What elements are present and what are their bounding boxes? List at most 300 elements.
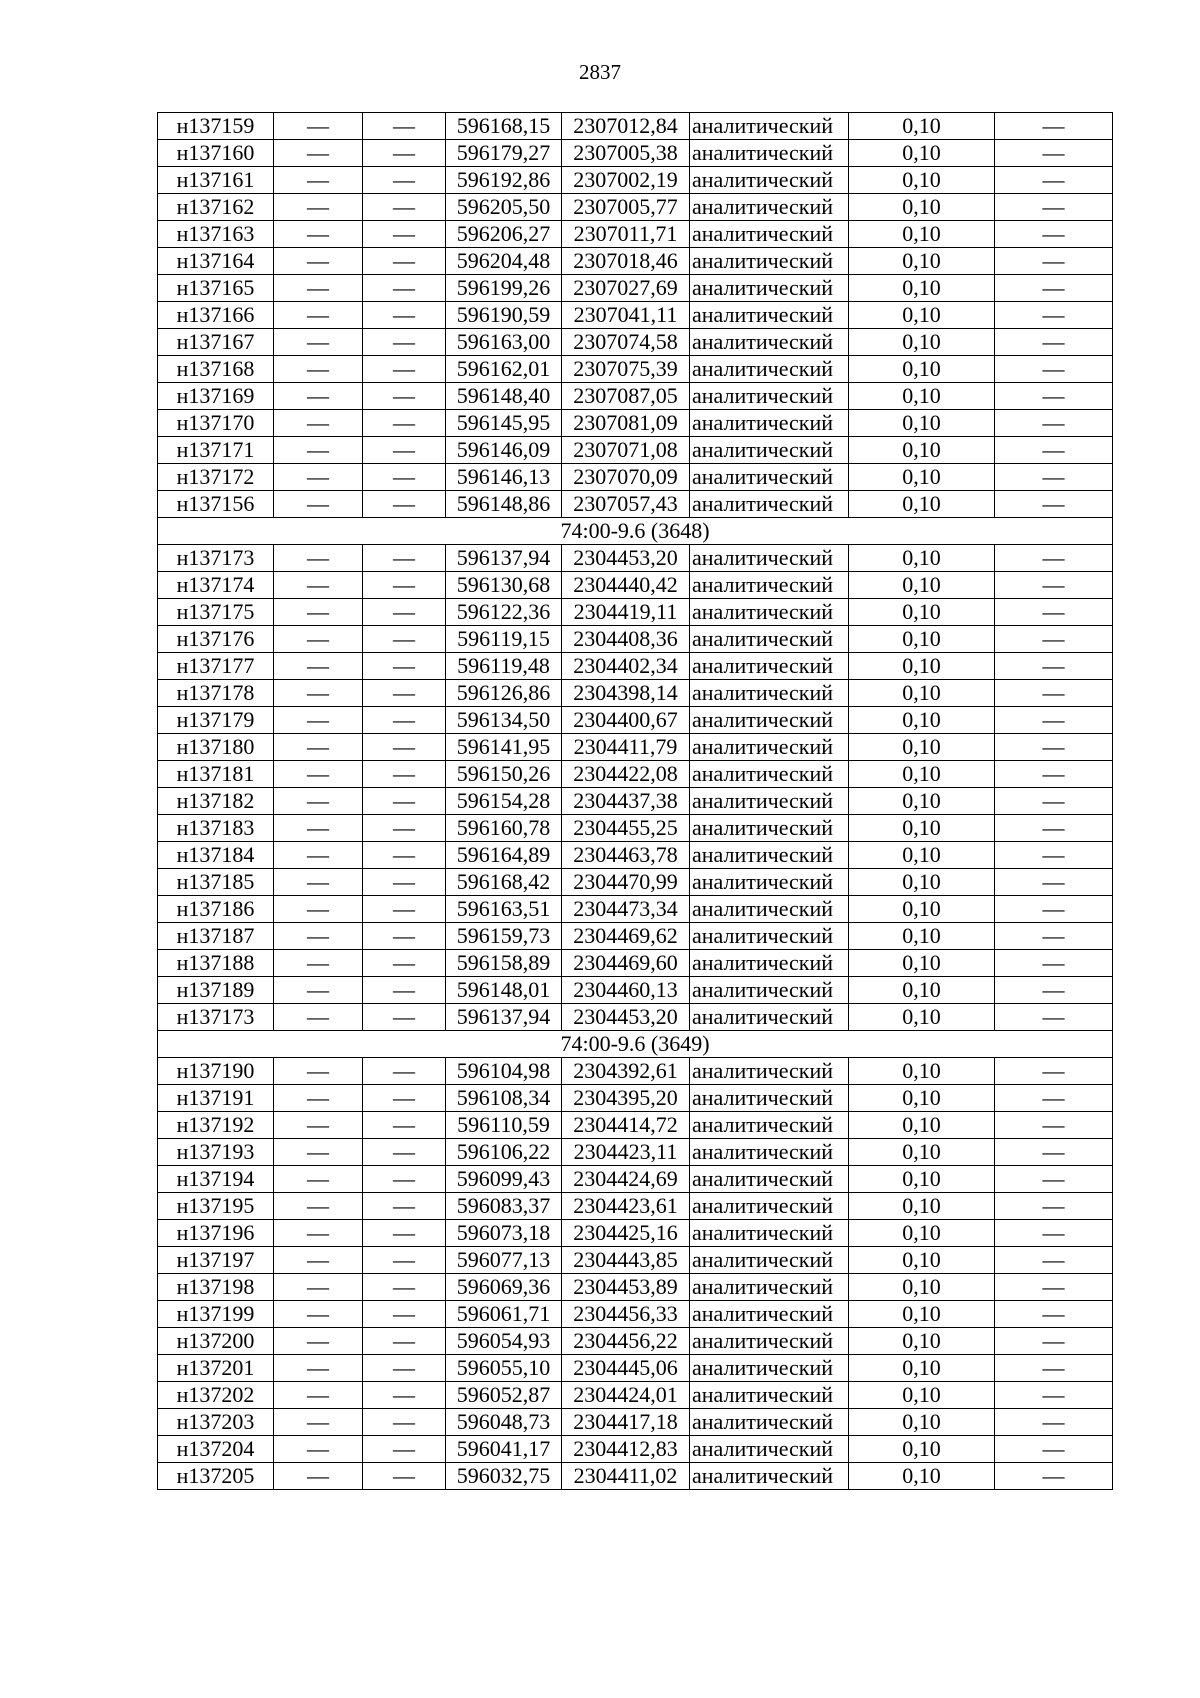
table-row xyxy=(158,1139,1113,1166)
empty-value-cell: — xyxy=(363,1328,446,1355)
table-row xyxy=(158,626,1113,653)
y-coordinate-cell: 2304437,38 xyxy=(562,788,690,815)
accuracy-cell: 0,10 xyxy=(849,1139,995,1166)
empty-value-cell: — xyxy=(995,1409,1113,1436)
method-cell: аналитический xyxy=(690,977,849,1004)
empty-value-cell: — xyxy=(274,626,363,653)
empty-value-cell: — xyxy=(363,1247,446,1274)
point-id-cell: н137200 xyxy=(158,1328,274,1355)
accuracy-cell: 0,10 xyxy=(849,1301,995,1328)
empty-value-cell: — xyxy=(995,869,1113,896)
accuracy-cell: 0,10 xyxy=(849,1355,995,1382)
accuracy-cell: 0,10 xyxy=(849,653,995,680)
table-row xyxy=(158,1166,1113,1193)
empty-value-cell: — xyxy=(363,275,446,302)
empty-value-cell: — xyxy=(363,113,446,140)
point-id-cell: н137181 xyxy=(158,761,274,788)
empty-value-cell: — xyxy=(995,329,1113,356)
x-coordinate-cell: 596077,13 xyxy=(446,1247,562,1274)
table-row xyxy=(158,356,1113,383)
table-row xyxy=(158,707,1113,734)
y-coordinate-cell: 2304400,67 xyxy=(562,707,690,734)
y-coordinate-cell: 2307087,05 xyxy=(562,383,690,410)
x-coordinate-cell: 596205,50 xyxy=(446,194,562,221)
table-row xyxy=(158,572,1113,599)
point-id-cell: н137193 xyxy=(158,1139,274,1166)
table-row xyxy=(158,1409,1113,1436)
x-coordinate-cell: 596146,13 xyxy=(446,464,562,491)
method-cell: аналитический xyxy=(690,761,849,788)
y-coordinate-cell: 2307081,09 xyxy=(562,410,690,437)
empty-value-cell: — xyxy=(274,1058,363,1085)
x-coordinate-cell: 596055,10 xyxy=(446,1355,562,1382)
point-id-cell: н137191 xyxy=(158,1085,274,1112)
empty-value-cell: — xyxy=(363,1193,446,1220)
accuracy-cell: 0,10 xyxy=(849,950,995,977)
table-row xyxy=(158,194,1113,221)
empty-value-cell: — xyxy=(995,1193,1113,1220)
x-coordinate-cell: 596032,75 xyxy=(446,1463,562,1490)
y-coordinate-cell: 2304408,36 xyxy=(562,626,690,653)
empty-value-cell: — xyxy=(363,761,446,788)
method-cell: аналитический xyxy=(690,1112,849,1139)
table-row xyxy=(158,734,1113,761)
empty-value-cell: — xyxy=(363,842,446,869)
empty-value-cell: — xyxy=(274,329,363,356)
empty-value-cell: — xyxy=(274,491,363,518)
method-cell: аналитический xyxy=(690,1247,849,1274)
empty-value-cell: — xyxy=(363,572,446,599)
empty-value-cell: — xyxy=(995,356,1113,383)
method-cell: аналитический xyxy=(690,653,849,680)
table-row xyxy=(158,464,1113,491)
empty-value-cell: — xyxy=(274,1085,363,1112)
empty-value-cell: — xyxy=(995,194,1113,221)
table-row xyxy=(158,923,1113,950)
method-cell: аналитический xyxy=(690,950,849,977)
empty-value-cell: — xyxy=(995,896,1113,923)
empty-value-cell: — xyxy=(995,1112,1113,1139)
empty-value-cell: — xyxy=(995,653,1113,680)
accuracy-cell: 0,10 xyxy=(849,221,995,248)
y-coordinate-cell: 2304411,79 xyxy=(562,734,690,761)
x-coordinate-cell: 596104,98 xyxy=(446,1058,562,1085)
empty-value-cell: — xyxy=(995,302,1113,329)
point-id-cell: н137173 xyxy=(158,1004,274,1031)
method-cell: аналитический xyxy=(690,734,849,761)
table-row xyxy=(158,896,1113,923)
empty-value-cell: — xyxy=(274,113,363,140)
y-coordinate-cell: 2304392,61 xyxy=(562,1058,690,1085)
point-id-cell: н137179 xyxy=(158,707,274,734)
x-coordinate-cell: 596179,27 xyxy=(446,140,562,167)
y-coordinate-cell: 2307018,46 xyxy=(562,248,690,275)
x-coordinate-cell: 596148,01 xyxy=(446,977,562,1004)
y-coordinate-cell: 2304473,34 xyxy=(562,896,690,923)
empty-value-cell: — xyxy=(274,1247,363,1274)
method-cell: аналитический xyxy=(690,788,849,815)
empty-value-cell: — xyxy=(995,383,1113,410)
point-id-cell: н137166 xyxy=(158,302,274,329)
table-row xyxy=(158,788,1113,815)
table-row xyxy=(158,302,1113,329)
x-coordinate-cell: 596119,15 xyxy=(446,626,562,653)
x-coordinate-cell: 596041,17 xyxy=(446,1436,562,1463)
accuracy-cell: 0,10 xyxy=(849,1166,995,1193)
x-coordinate-cell: 596099,43 xyxy=(446,1166,562,1193)
method-cell: аналитический xyxy=(690,545,849,572)
empty-value-cell: — xyxy=(363,626,446,653)
table-row xyxy=(158,1274,1113,1301)
empty-value-cell: — xyxy=(274,383,363,410)
y-coordinate-cell: 2304463,78 xyxy=(562,842,690,869)
empty-value-cell: — xyxy=(995,977,1113,1004)
table-row xyxy=(158,1220,1113,1247)
accuracy-cell: 0,10 xyxy=(849,734,995,761)
y-coordinate-cell: 2304402,34 xyxy=(562,653,690,680)
accuracy-cell: 0,10 xyxy=(849,1436,995,1463)
point-id-cell: н137159 xyxy=(158,113,274,140)
x-coordinate-cell: 596048,73 xyxy=(446,1409,562,1436)
y-coordinate-cell: 2307074,58 xyxy=(562,329,690,356)
point-id-cell: н137167 xyxy=(158,329,274,356)
y-coordinate-cell: 2307070,09 xyxy=(562,464,690,491)
point-id-cell: н137172 xyxy=(158,464,274,491)
table-row xyxy=(158,1085,1113,1112)
accuracy-cell: 0,10 xyxy=(849,194,995,221)
y-coordinate-cell: 2304423,61 xyxy=(562,1193,690,1220)
table-row xyxy=(158,437,1113,464)
point-id-cell: н137174 xyxy=(158,572,274,599)
accuracy-cell: 0,10 xyxy=(849,329,995,356)
accuracy-cell: 0,10 xyxy=(849,842,995,869)
method-cell: аналитический xyxy=(690,1166,849,1193)
table-row xyxy=(158,1193,1113,1220)
point-id-cell: н137196 xyxy=(158,1220,274,1247)
accuracy-cell: 0,10 xyxy=(849,1463,995,1490)
empty-value-cell: — xyxy=(274,437,363,464)
empty-value-cell: — xyxy=(363,491,446,518)
accuracy-cell: 0,10 xyxy=(849,491,995,518)
x-coordinate-cell: 596119,48 xyxy=(446,653,562,680)
empty-value-cell: — xyxy=(363,815,446,842)
accuracy-cell: 0,10 xyxy=(849,248,995,275)
method-cell: аналитический xyxy=(690,1139,849,1166)
table-row xyxy=(158,653,1113,680)
empty-value-cell: — xyxy=(274,1166,363,1193)
x-coordinate-cell: 596141,95 xyxy=(446,734,562,761)
x-coordinate-cell: 596130,68 xyxy=(446,572,562,599)
empty-value-cell: — xyxy=(363,383,446,410)
accuracy-cell: 0,10 xyxy=(849,707,995,734)
empty-value-cell: — xyxy=(363,977,446,1004)
method-cell: аналитический xyxy=(690,1382,849,1409)
y-coordinate-cell: 2304469,60 xyxy=(562,950,690,977)
table-row xyxy=(158,869,1113,896)
empty-value-cell: — xyxy=(995,1220,1113,1247)
empty-value-cell: — xyxy=(363,950,446,977)
method-cell: аналитический xyxy=(690,437,849,464)
empty-value-cell: — xyxy=(995,1085,1113,1112)
x-coordinate-cell: 596052,87 xyxy=(446,1382,562,1409)
method-cell: аналитический xyxy=(690,1409,849,1436)
empty-value-cell: — xyxy=(274,788,363,815)
empty-value-cell: — xyxy=(995,410,1113,437)
table-row xyxy=(158,950,1113,977)
y-coordinate-cell: 2307005,38 xyxy=(562,140,690,167)
empty-value-cell: — xyxy=(363,923,446,950)
empty-value-cell: — xyxy=(363,464,446,491)
page-number: 2837 xyxy=(579,60,621,84)
y-coordinate-cell: 2304456,33 xyxy=(562,1301,690,1328)
empty-value-cell: — xyxy=(274,1139,363,1166)
empty-value-cell: — xyxy=(995,734,1113,761)
x-coordinate-cell: 596160,78 xyxy=(446,815,562,842)
x-coordinate-cell: 596159,73 xyxy=(446,923,562,950)
empty-value-cell: — xyxy=(995,1139,1113,1166)
point-id-cell: н137161 xyxy=(158,167,274,194)
y-coordinate-cell: 2304455,25 xyxy=(562,815,690,842)
point-id-cell: н137186 xyxy=(158,896,274,923)
empty-value-cell: — xyxy=(995,1382,1113,1409)
accuracy-cell: 0,10 xyxy=(849,113,995,140)
y-coordinate-cell: 2304419,11 xyxy=(562,599,690,626)
empty-value-cell: — xyxy=(363,437,446,464)
table-row xyxy=(158,275,1113,302)
empty-value-cell: — xyxy=(274,1382,363,1409)
accuracy-cell: 0,10 xyxy=(849,383,995,410)
point-id-cell: н137170 xyxy=(158,410,274,437)
empty-value-cell: — xyxy=(995,1058,1113,1085)
method-cell: аналитический xyxy=(690,410,849,437)
empty-value-cell: — xyxy=(274,707,363,734)
method-cell: аналитический xyxy=(690,842,849,869)
x-coordinate-cell: 596061,71 xyxy=(446,1301,562,1328)
method-cell: аналитический xyxy=(690,869,849,896)
empty-value-cell: — xyxy=(274,653,363,680)
empty-value-cell: — xyxy=(274,1004,363,1031)
empty-value-cell: — xyxy=(274,1436,363,1463)
empty-value-cell: — xyxy=(274,599,363,626)
accuracy-cell: 0,10 xyxy=(849,464,995,491)
table-row xyxy=(158,842,1113,869)
y-coordinate-cell: 2307002,19 xyxy=(562,167,690,194)
x-coordinate-cell: 596137,94 xyxy=(446,545,562,572)
table-row xyxy=(158,1301,1113,1328)
accuracy-cell: 0,10 xyxy=(849,1112,995,1139)
empty-value-cell: — xyxy=(274,1274,363,1301)
method-cell: аналитический xyxy=(690,1301,849,1328)
table-row xyxy=(158,1247,1113,1274)
empty-value-cell: — xyxy=(274,410,363,437)
empty-value-cell: — xyxy=(363,788,446,815)
accuracy-cell: 0,10 xyxy=(849,1058,995,1085)
x-coordinate-cell: 596163,00 xyxy=(446,329,562,356)
empty-value-cell: — xyxy=(363,1274,446,1301)
x-coordinate-cell: 596148,86 xyxy=(446,491,562,518)
table-row xyxy=(158,329,1113,356)
empty-value-cell: — xyxy=(274,1112,363,1139)
point-id-cell: н137185 xyxy=(158,869,274,896)
empty-value-cell: — xyxy=(995,842,1113,869)
table-row xyxy=(158,1328,1113,1355)
empty-value-cell: — xyxy=(363,356,446,383)
x-coordinate-cell: 596190,59 xyxy=(446,302,562,329)
x-coordinate-cell: 596069,36 xyxy=(446,1274,562,1301)
empty-value-cell: — xyxy=(274,734,363,761)
y-coordinate-cell: 2304423,11 xyxy=(562,1139,690,1166)
point-id-cell: н137197 xyxy=(158,1247,274,1274)
method-cell: аналитический xyxy=(690,113,849,140)
empty-value-cell: — xyxy=(274,167,363,194)
y-coordinate-cell: 2304411,02 xyxy=(562,1463,690,1490)
accuracy-cell: 0,10 xyxy=(849,923,995,950)
empty-value-cell: — xyxy=(363,248,446,275)
empty-value-cell: — xyxy=(995,1166,1113,1193)
table-row xyxy=(158,1058,1113,1085)
empty-value-cell: — xyxy=(274,221,363,248)
empty-value-cell: — xyxy=(363,653,446,680)
method-cell: аналитический xyxy=(690,1193,849,1220)
method-cell: аналитический xyxy=(690,491,849,518)
y-coordinate-cell: 2304395,20 xyxy=(562,1085,690,1112)
section-header-row xyxy=(158,518,1113,545)
y-coordinate-cell: 2307005,77 xyxy=(562,194,690,221)
point-id-cell: н137156 xyxy=(158,491,274,518)
accuracy-cell: 0,10 xyxy=(849,410,995,437)
point-id-cell: н137177 xyxy=(158,653,274,680)
accuracy-cell: 0,10 xyxy=(849,302,995,329)
y-coordinate-cell: 2304414,72 xyxy=(562,1112,690,1139)
empty-value-cell: — xyxy=(274,140,363,167)
empty-value-cell: — xyxy=(995,1355,1113,1382)
empty-value-cell: — xyxy=(995,221,1113,248)
point-id-cell: н137189 xyxy=(158,977,274,1004)
empty-value-cell: — xyxy=(995,491,1113,518)
accuracy-cell: 0,10 xyxy=(849,761,995,788)
coordinates-table xyxy=(157,112,1113,1490)
x-coordinate-cell: 596168,15 xyxy=(446,113,562,140)
method-cell: аналитический xyxy=(690,1058,849,1085)
x-coordinate-cell: 596126,86 xyxy=(446,680,562,707)
accuracy-cell: 0,10 xyxy=(849,437,995,464)
empty-value-cell: — xyxy=(363,1409,446,1436)
empty-value-cell: — xyxy=(274,1463,363,1490)
accuracy-cell: 0,10 xyxy=(849,167,995,194)
table-row xyxy=(158,140,1113,167)
x-coordinate-cell: 596108,34 xyxy=(446,1085,562,1112)
accuracy-cell: 0,10 xyxy=(849,815,995,842)
empty-value-cell: — xyxy=(363,1085,446,1112)
empty-value-cell: — xyxy=(274,302,363,329)
accuracy-cell: 0,10 xyxy=(849,1085,995,1112)
empty-value-cell: — xyxy=(363,707,446,734)
empty-value-cell: — xyxy=(274,977,363,1004)
empty-value-cell: — xyxy=(995,140,1113,167)
empty-value-cell: — xyxy=(995,1463,1113,1490)
table-row xyxy=(158,1355,1113,1382)
empty-value-cell: — xyxy=(995,167,1113,194)
point-id-cell: н137165 xyxy=(158,275,274,302)
x-coordinate-cell: 596134,50 xyxy=(446,707,562,734)
empty-value-cell: — xyxy=(995,545,1113,572)
accuracy-cell: 0,10 xyxy=(849,626,995,653)
method-cell: аналитический xyxy=(690,923,849,950)
empty-value-cell: — xyxy=(995,437,1113,464)
table-row xyxy=(158,410,1113,437)
point-id-cell: н137175 xyxy=(158,599,274,626)
table-row xyxy=(158,1463,1113,1490)
empty-value-cell: — xyxy=(995,248,1113,275)
y-coordinate-cell: 2304422,08 xyxy=(562,761,690,788)
method-cell: аналитический xyxy=(690,1004,849,1031)
point-id-cell: н137203 xyxy=(158,1409,274,1436)
point-id-cell: н137187 xyxy=(158,923,274,950)
x-coordinate-cell: 596163,51 xyxy=(446,896,562,923)
method-cell: аналитический xyxy=(690,140,849,167)
empty-value-cell: — xyxy=(995,113,1113,140)
y-coordinate-cell: 2307071,08 xyxy=(562,437,690,464)
point-id-cell: н137160 xyxy=(158,140,274,167)
table-row xyxy=(158,1436,1113,1463)
method-cell: аналитический xyxy=(690,707,849,734)
y-coordinate-cell: 2304453,89 xyxy=(562,1274,690,1301)
accuracy-cell: 0,10 xyxy=(849,1328,995,1355)
table-row xyxy=(158,113,1113,140)
method-cell: аналитический xyxy=(690,572,849,599)
empty-value-cell: — xyxy=(995,707,1113,734)
y-coordinate-cell: 2304425,16 xyxy=(562,1220,690,1247)
empty-value-cell: — xyxy=(363,1382,446,1409)
empty-value-cell: — xyxy=(363,599,446,626)
x-coordinate-cell: 596054,93 xyxy=(446,1328,562,1355)
x-coordinate-cell: 596083,37 xyxy=(446,1193,562,1220)
empty-value-cell: — xyxy=(363,734,446,761)
method-cell: аналитический xyxy=(690,1220,849,1247)
empty-value-cell: — xyxy=(995,923,1113,950)
method-cell: аналитический xyxy=(690,1463,849,1490)
empty-value-cell: — xyxy=(274,1409,363,1436)
empty-value-cell: — xyxy=(995,275,1113,302)
empty-value-cell: — xyxy=(363,410,446,437)
empty-value-cell: — xyxy=(363,1301,446,1328)
empty-value-cell: — xyxy=(363,140,446,167)
table-row xyxy=(158,383,1113,410)
method-cell: аналитический xyxy=(690,1085,849,1112)
accuracy-cell: 0,10 xyxy=(849,545,995,572)
empty-value-cell: — xyxy=(995,950,1113,977)
point-id-cell: н137171 xyxy=(158,437,274,464)
y-coordinate-cell: 2304443,85 xyxy=(562,1247,690,1274)
empty-value-cell: — xyxy=(363,194,446,221)
empty-value-cell: — xyxy=(995,680,1113,707)
empty-value-cell: — xyxy=(274,842,363,869)
section-header-row xyxy=(158,1031,1113,1058)
x-coordinate-cell: 596164,89 xyxy=(446,842,562,869)
table-row xyxy=(158,545,1113,572)
y-coordinate-cell: 2307027,69 xyxy=(562,275,690,302)
accuracy-cell: 0,10 xyxy=(849,680,995,707)
method-cell: аналитический xyxy=(690,194,849,221)
table-row xyxy=(158,977,1113,1004)
table-row xyxy=(158,680,1113,707)
empty-value-cell: — xyxy=(363,1463,446,1490)
empty-value-cell: — xyxy=(363,1220,446,1247)
empty-value-cell: — xyxy=(274,1220,363,1247)
y-coordinate-cell: 2304470,99 xyxy=(562,869,690,896)
method-cell: аналитический xyxy=(690,1274,849,1301)
x-coordinate-cell: 596192,86 xyxy=(446,167,562,194)
